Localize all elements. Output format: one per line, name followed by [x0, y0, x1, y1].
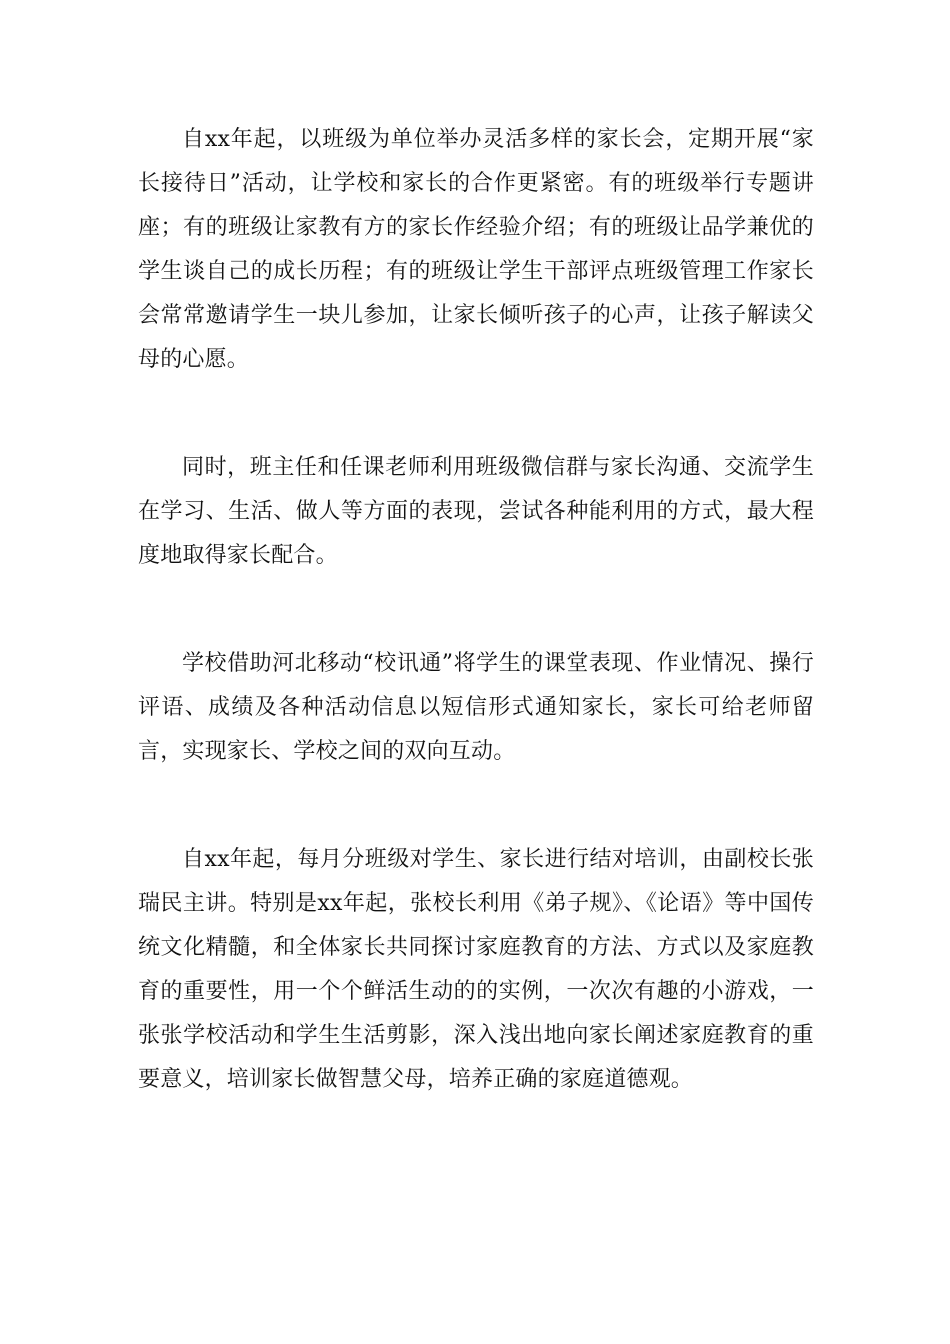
paragraph-wechat-communication: 同时，班主任和任课老师利用班级微信群与家长沟通、交流学生在学习、生活、做人等方面的表现，尝试各种能利用的方式，最大程度地取得家长配合。 — [138, 455, 814, 568]
paragraph-parent-meetings: 自xx年起，以班级为单位举办灵活多样的家长会，定期开展“家长接待日”活动，让学校和家长的合作更紧密。有的班级举行专题讲座；有的班级让家教有方的家长作经验介绍；有的班级让品学兼优的学生谈自己的成长历程；有的班级让学生干部评点班级管理工作家长会常常邀请学生一块儿参加，让家长倾听孩子的心声，让孩子解读父母的心愿。 — [138, 127, 814, 372]
paragraph-school-messaging: 学校借助河北移动“校讯通”将学生的课堂表现、作业情况、操行评语、成绩及各种活动信息以短信形式通知家长，家长可给老师留言，实现家长、学校之间的双向互动。 — [138, 651, 814, 764]
paragraph-parent-training: 自xx年起，每月分班级对学生、家长进行结对培训，由副校长张瑞民主讲。特别是xx年起，张校长利用《弟子规》、《论语》等中国传统文化精髓，和全体家长共同探讨家庭教育的方法、方式以及家庭教育的重要性，用一个个鲜活生动的的实例，一次次有趣的小游戏，一张张学校活动和学生生活剪影，深入浅出地向家长阐述家庭教育的重要意义，培训家长做智慧父母，培养正确的家庭道德观。 — [138, 847, 814, 1092]
document-body — [138, 118, 814, 1166]
